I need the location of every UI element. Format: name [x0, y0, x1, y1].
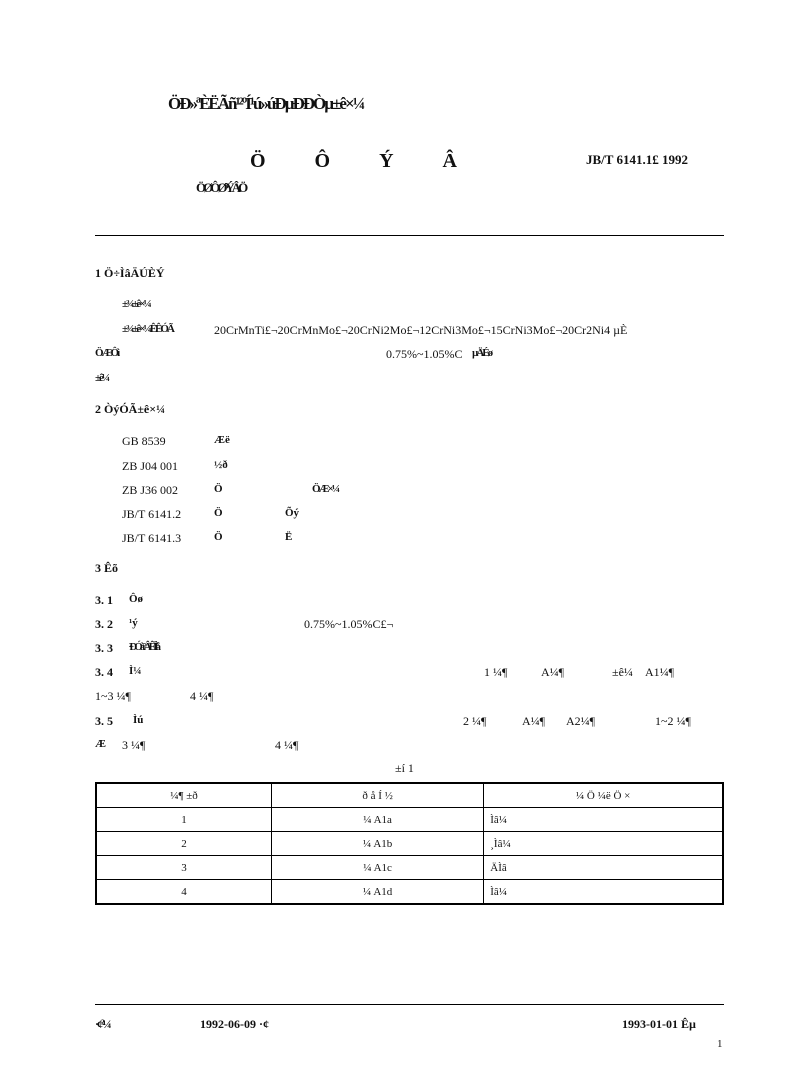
- reference-extra: Ë: [285, 531, 293, 543]
- table-cell-chart: ¼ A1d: [271, 880, 483, 905]
- reference-title: Æë: [214, 434, 230, 446]
- reference-title: Ö: [214, 483, 223, 495]
- section-1-heading: 1 Ö÷ÌâÄÚÈÝ: [95, 266, 165, 280]
- document-title-line: ÖÐ»ªÈËÃñ¹²ºÍ¹ú»úÐµÐÐÒµ±ê×¼: [168, 94, 364, 113]
- standard-code: JB/T 6141.1£ 1992: [586, 152, 688, 167]
- standard-name: Ö Ô Ý Â: [250, 150, 479, 172]
- clause-label: Ì¼: [129, 665, 142, 677]
- clause-carbon-range: 0.75%~1.05%C£¬: [304, 617, 394, 631]
- table-header-cell: ¼¶ ±ð: [96, 783, 271, 808]
- section-1-line-1: ±¾±ê×¼: [122, 298, 150, 310]
- section-1-applicability-label: ±¾±ê×¼ÊÊÓÃ: [122, 323, 173, 335]
- table-cell-description: Ìâ¼: [484, 880, 723, 905]
- clause-continuation: 1~3 ¼¶: [95, 689, 131, 703]
- reference-code: GB 8539: [122, 434, 166, 448]
- clause-label: Ìú: [133, 714, 144, 726]
- grade-ref: A2¼¶: [566, 714, 596, 728]
- table-row: [96, 832, 723, 856]
- section-3-heading: 3 Êõ: [95, 561, 119, 575]
- grade-ref: A¼¶: [541, 665, 565, 679]
- table-row: [96, 808, 723, 832]
- table-row: [96, 880, 723, 905]
- document-subtitle: ÖØÔØ³ÝÂÖ: [196, 180, 246, 195]
- clause-continuation: 3 ¼¶: [122, 738, 146, 752]
- reference-code: ZB J36 002: [122, 483, 179, 497]
- grade-ref: 2 ¼¶: [463, 714, 487, 728]
- table-cell-description: ¸Ìâ¼: [484, 832, 723, 856]
- reference-extra: ÖÆ×¼: [312, 483, 339, 495]
- clause-number: 3. 5: [95, 714, 113, 728]
- clause-continuation: Æ: [95, 738, 106, 750]
- table-cell-chart: ¼ A1c: [271, 856, 483, 880]
- section-2-heading: 2 ÒýÓÃ±ê×¼: [95, 402, 166, 416]
- section-1-carbon-range: 0.75%~1.05%C: [386, 347, 463, 361]
- grade-ref: ±ê¼: [612, 665, 633, 679]
- table-header-row: [96, 783, 723, 808]
- table-caption: ±í 1: [395, 761, 414, 775]
- table-cell-grade: 3: [96, 856, 271, 880]
- table-header-cell: ð å Í ½: [271, 783, 483, 808]
- reference-title: Ö: [214, 507, 223, 519]
- table-cell-grade: 4: [96, 880, 271, 905]
- clause-label: ²ÐÓà°ÂÊÏÌå: [129, 641, 159, 653]
- grade-ref: A1¼¶: [645, 665, 675, 679]
- issue-date: 1992-06-09 ·¢: [200, 1017, 269, 1031]
- table-cell-chart: ¼ A1b: [271, 832, 483, 856]
- section-1-line-4: ±ê¼: [95, 372, 109, 384]
- clause-label: Ôø: [129, 593, 144, 605]
- clause-continuation: 4 ¼¶: [190, 689, 214, 703]
- clause-number: 3. 2: [95, 617, 113, 631]
- header-divider: [95, 235, 724, 236]
- reference-code: ZB J04 001: [122, 459, 179, 473]
- table-cell-description: ÄÌâ: [484, 856, 723, 880]
- section-1-line-3-label: ÖÆÔì: [95, 347, 119, 359]
- section-1-materials: 20CrMnTi£¬20CrMnMo£¬20CrNi2Mo£¬12CrNi3Mo£¬15CrNi3Mo£¬20Cr2Ni4 µÈ: [214, 323, 628, 337]
- table-cell-description: Ìâ¼: [484, 808, 723, 832]
- reference-code: JB/T 6141.3: [122, 531, 182, 545]
- clause-number: 3. 3: [95, 641, 113, 655]
- table-cell-grade: 1: [96, 808, 271, 832]
- clause-number: 3. 4: [95, 665, 113, 679]
- reference-code: JB/T 6141.2: [122, 507, 182, 521]
- clause-label: ¹ý: [129, 617, 138, 629]
- grade-ref: A¼¶: [522, 714, 546, 728]
- section-1-line-3-suffix: µÄÉø: [472, 347, 492, 359]
- reference-extra: Õý: [285, 507, 300, 519]
- table-row: [96, 856, 723, 880]
- grade-table: [95, 782, 724, 905]
- reference-title: Ö: [214, 531, 223, 543]
- grade-ref: 1 ¼¶: [484, 665, 508, 679]
- clause-continuation: 4 ¼¶: [275, 738, 299, 752]
- clause-number: 3. 1: [95, 593, 113, 607]
- effective-date: 1993-01-01 Êµ: [622, 1017, 696, 1031]
- table-cell-chart: ¼ A1a: [271, 808, 483, 832]
- footer-divider: [95, 1004, 724, 1005]
- grade-ref: 1~2 ¼¶: [655, 714, 691, 728]
- page-number: 1: [717, 1038, 723, 1050]
- reference-title: ½ð: [214, 459, 228, 471]
- table-header-cell: ¼ Ö ¼ë Ö ×: [484, 783, 723, 808]
- issuer-label: ·¢²¼: [95, 1017, 110, 1031]
- table-cell-grade: 2: [96, 832, 271, 856]
